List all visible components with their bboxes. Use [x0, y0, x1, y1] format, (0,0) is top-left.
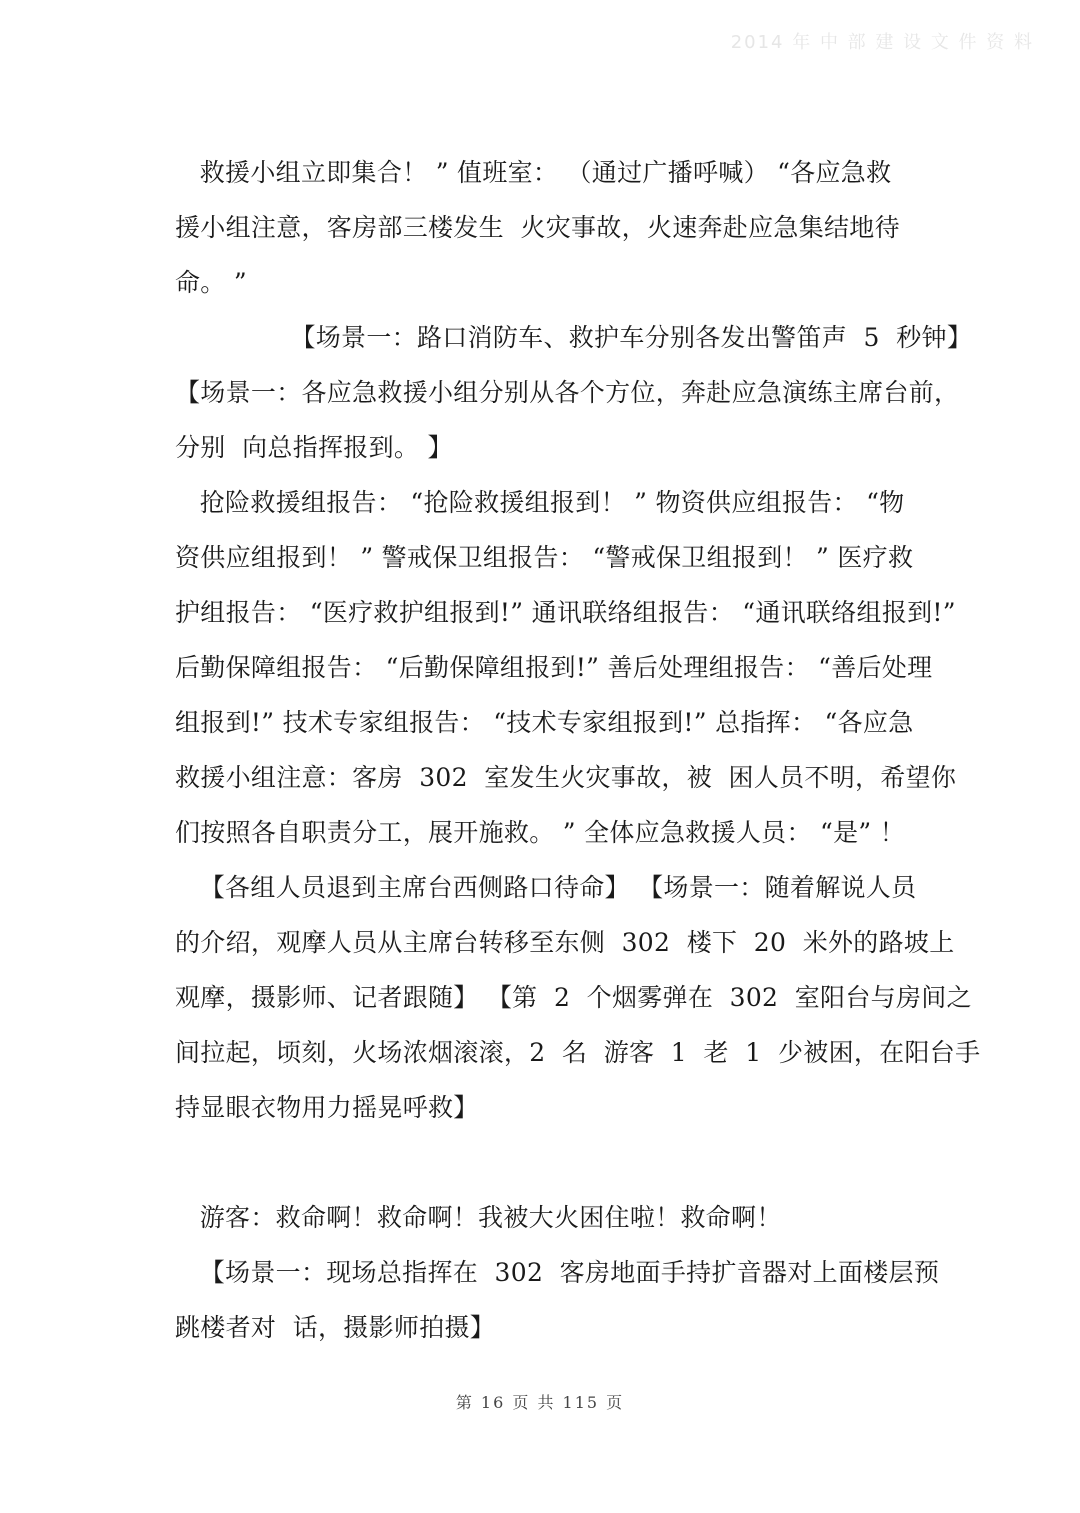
text-line: 救援小组立即集合！ ” 值班室： （通过广播呼喊） “各应急救	[175, 158, 892, 187]
text-line: 【场景一：各应急救援小组分别从各个方位，奔赴应急演练主席台前，	[175, 378, 960, 407]
text-line: 持显眼衣物用力摇晃呼救】	[175, 1093, 479, 1122]
watermark: 2014 年 中 部 建 设 文 件 资 料	[730, 32, 1034, 53]
text-line: 们按照各自职责分工，展开施救。 ” 全体应急救援人员： “是” ！	[175, 818, 906, 847]
text-line: 组报到!” 技术专家组报告： “技术专家组报到!” 总指挥： “各应急	[175, 708, 914, 737]
text-line: 游客：救命啊！救命啊！我被大火困住啦！救命啊！	[175, 1203, 782, 1232]
text-line: 【场景一：现场总指挥在 302 客房地面手持扩音器对上面楼层预	[175, 1258, 940, 1287]
page-number: 第 16 页 共 115 页	[455, 1393, 625, 1412]
text-line: 命。 ”	[175, 268, 247, 297]
text-line: 资供应组报到！ ” 警戒保卫组报告： “警戒保卫组报到！ ” 医疗救	[175, 543, 914, 572]
text-line: 援小组注意，客房部三楼发生 火灾事故，火速奔赴应急集结地待	[175, 213, 900, 242]
text-line: 【场景一：路口消防车、救护车分别各发出警笛声 5 秒钟】	[175, 323, 973, 352]
text-line: 间拉起，顷刻，火场浓烟滚滚，2 名 游客 1 老 1 少被困，在阳台手	[175, 1038, 981, 1067]
text-line: 【各组人员退到主席台西侧路口待命】 【场景一：随着解说人员	[175, 873, 917, 902]
text-line: 的介绍，观摩人员从主席台转移至东侧 302 楼下 20 米外的路坡上	[175, 928, 955, 957]
paragraph-gap	[175, 1135, 915, 1190]
text-line: 后勤保障组报告： “后勤保障组报到!” 善后处理组报告： “善后处理	[175, 653, 933, 682]
text-line: 救援小组注意：客房 302 室发生火灾事故，被 困人员不明，希望你	[175, 763, 957, 792]
text-line: 跳楼者对 话，摄影师拍摄】	[175, 1313, 496, 1342]
text-line: 护组报告： “医疗救护组报到!” 通讯联络组报告： “通讯联络组报到!”	[175, 598, 956, 627]
text-line: 抢险救援组报告： “抢险救援组报到！ ” 物资供应组报告： “物	[175, 488, 905, 517]
document-body	[175, 145, 981, 1355]
text-line: 观摩，摄影师、记者跟随】 【第 2 个烟雾弹在 302 室阳台与房间之	[175, 983, 972, 1012]
text-line: 分别 向总指挥报到。 】	[175, 433, 453, 462]
